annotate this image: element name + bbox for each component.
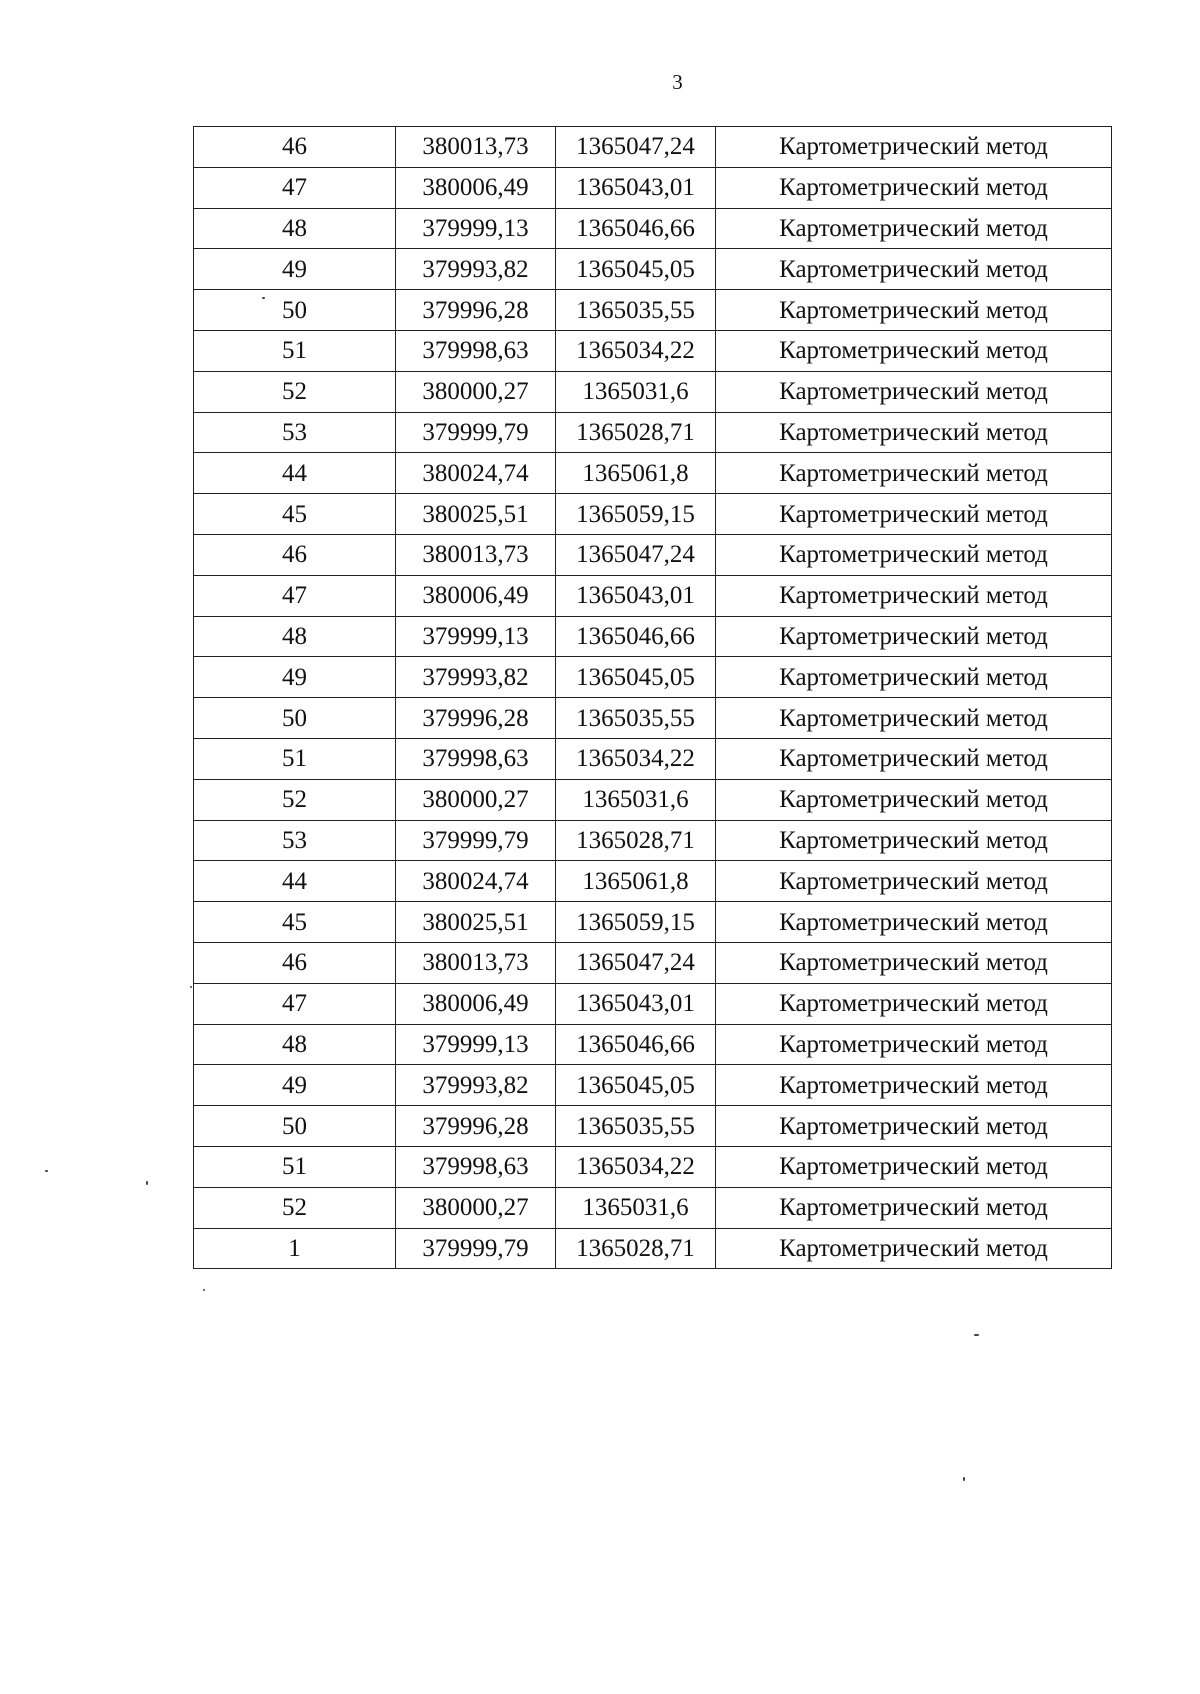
y-coordinate-cell: 1365031,6 xyxy=(556,371,716,412)
method-cell: Картометрический метод xyxy=(716,1228,1112,1269)
table-row xyxy=(194,861,1112,902)
x-coordinate-cell: 379993,82 xyxy=(396,1065,556,1106)
page-number: 3 xyxy=(672,70,683,94)
y-coordinate-cell: 1365028,71 xyxy=(556,820,716,861)
y-coordinate-cell: 1365043,01 xyxy=(556,983,716,1024)
y-coordinate-cell: 1365046,66 xyxy=(556,1024,716,1065)
x-coordinate-cell: 380024,74 xyxy=(396,861,556,902)
table-row xyxy=(194,412,1112,453)
point-number-cell: 49 xyxy=(194,657,396,698)
scan-speck xyxy=(45,1170,48,1172)
method-cell: Картометрический метод xyxy=(716,453,1112,494)
y-coordinate-cell: 1365034,22 xyxy=(556,738,716,779)
table-row xyxy=(194,657,1112,698)
table-row xyxy=(194,779,1112,820)
point-number-cell: 49 xyxy=(194,1065,396,1106)
method-cell: Картометрический метод xyxy=(716,1106,1112,1147)
scan-speck xyxy=(262,297,265,299)
x-coordinate-cell: 380013,73 xyxy=(396,942,556,983)
method-cell: Картометрический метод xyxy=(716,412,1112,453)
x-coordinate-cell: 380000,27 xyxy=(396,779,556,820)
x-coordinate-cell: 380024,74 xyxy=(396,453,556,494)
x-coordinate-cell: 380006,49 xyxy=(396,983,556,1024)
point-number-cell: 1 xyxy=(194,1228,396,1269)
y-coordinate-cell: 1365059,15 xyxy=(556,494,716,535)
y-coordinate-cell: 1365028,71 xyxy=(556,1228,716,1269)
y-coordinate-cell: 1365043,01 xyxy=(556,167,716,208)
table-row xyxy=(194,616,1112,657)
x-coordinate-cell: 379999,79 xyxy=(396,820,556,861)
table-row xyxy=(194,1024,1112,1065)
table-row xyxy=(194,575,1112,616)
point-number-cell: 49 xyxy=(194,249,396,290)
scan-speck xyxy=(190,986,192,988)
method-cell: Картометрический метод xyxy=(716,779,1112,820)
point-number-cell: 47 xyxy=(194,575,396,616)
method-cell: Картометрический метод xyxy=(716,494,1112,535)
point-number-cell: 51 xyxy=(194,1146,396,1187)
method-cell: Картометрический метод xyxy=(716,208,1112,249)
y-coordinate-cell: 1365035,55 xyxy=(556,698,716,739)
point-number-cell: 46 xyxy=(194,534,396,575)
y-coordinate-cell: 1365043,01 xyxy=(556,575,716,616)
x-coordinate-cell: 380025,51 xyxy=(396,494,556,535)
x-coordinate-cell: 380013,73 xyxy=(396,127,556,168)
method-cell: Картометрический метод xyxy=(716,249,1112,290)
table-row xyxy=(194,453,1112,494)
y-coordinate-cell: 1365046,66 xyxy=(556,616,716,657)
table-row xyxy=(194,1146,1112,1187)
table-row xyxy=(194,1106,1112,1147)
scan-speck xyxy=(963,1477,965,1481)
point-number-cell: 48 xyxy=(194,208,396,249)
x-coordinate-cell: 379999,13 xyxy=(396,616,556,657)
table-row xyxy=(194,738,1112,779)
y-coordinate-cell: 1365047,24 xyxy=(556,534,716,575)
y-coordinate-cell: 1365035,55 xyxy=(556,290,716,331)
point-number-cell: 51 xyxy=(194,330,396,371)
table-row xyxy=(194,290,1112,331)
x-coordinate-cell: 379993,82 xyxy=(396,249,556,290)
method-cell: Картометрический метод xyxy=(716,942,1112,983)
point-number-cell: 51 xyxy=(194,738,396,779)
y-coordinate-cell: 1365045,05 xyxy=(556,1065,716,1106)
y-coordinate-cell: 1365035,55 xyxy=(556,1106,716,1147)
table-row xyxy=(194,127,1112,168)
y-coordinate-cell: 1365034,22 xyxy=(556,330,716,371)
method-cell: Картометрический метод xyxy=(716,738,1112,779)
point-number-cell: 44 xyxy=(194,453,396,494)
table-row xyxy=(194,208,1112,249)
x-coordinate-cell: 379998,63 xyxy=(396,1146,556,1187)
point-number-cell: 47 xyxy=(194,167,396,208)
method-cell: Картометрический метод xyxy=(716,534,1112,575)
y-coordinate-cell: 1365047,24 xyxy=(556,127,716,168)
table-row xyxy=(194,167,1112,208)
method-cell: Картометрический метод xyxy=(716,330,1112,371)
point-number-cell: 45 xyxy=(194,902,396,943)
table-row xyxy=(194,942,1112,983)
point-number-cell: 46 xyxy=(194,127,396,168)
y-coordinate-cell: 1365031,6 xyxy=(556,1187,716,1228)
y-coordinate-cell: 1365045,05 xyxy=(556,657,716,698)
method-cell: Картометрический метод xyxy=(716,657,1112,698)
point-number-cell: 52 xyxy=(194,371,396,412)
point-number-cell: 53 xyxy=(194,820,396,861)
x-coordinate-cell: 379999,79 xyxy=(396,412,556,453)
x-coordinate-cell: 379999,13 xyxy=(396,208,556,249)
scan-speck xyxy=(203,1289,205,1291)
coordinates-table-body xyxy=(194,127,1112,1269)
point-number-cell: 50 xyxy=(194,698,396,739)
y-coordinate-cell: 1365031,6 xyxy=(556,779,716,820)
table-row xyxy=(194,534,1112,575)
y-coordinate-cell: 1365047,24 xyxy=(556,942,716,983)
table-row xyxy=(194,1228,1112,1269)
y-coordinate-cell: 1365028,71 xyxy=(556,412,716,453)
table-row xyxy=(194,330,1112,371)
x-coordinate-cell: 379996,28 xyxy=(396,1106,556,1147)
method-cell: Картометрический метод xyxy=(716,902,1112,943)
point-number-cell: 52 xyxy=(194,779,396,820)
point-number-cell: 53 xyxy=(194,412,396,453)
table-row xyxy=(194,371,1112,412)
x-coordinate-cell: 379996,28 xyxy=(396,290,556,331)
x-coordinate-cell: 380000,27 xyxy=(396,1187,556,1228)
x-coordinate-cell: 379998,63 xyxy=(396,330,556,371)
method-cell: Картометрический метод xyxy=(716,371,1112,412)
x-coordinate-cell: 379998,63 xyxy=(396,738,556,779)
point-number-cell: 48 xyxy=(194,1024,396,1065)
x-coordinate-cell: 380006,49 xyxy=(396,167,556,208)
method-cell: Картометрический метод xyxy=(716,616,1112,657)
method-cell: Картометрический метод xyxy=(716,1024,1112,1065)
point-number-cell: 46 xyxy=(194,942,396,983)
method-cell: Картометрический метод xyxy=(716,983,1112,1024)
point-number-cell: 44 xyxy=(194,861,396,902)
point-number-cell: 45 xyxy=(194,494,396,535)
y-coordinate-cell: 1365061,8 xyxy=(556,453,716,494)
point-number-cell: 50 xyxy=(194,1106,396,1147)
table-row xyxy=(194,1187,1112,1228)
scan-speck xyxy=(974,1334,979,1336)
table-row xyxy=(194,983,1112,1024)
x-coordinate-cell: 379993,82 xyxy=(396,657,556,698)
method-cell: Картометрический метод xyxy=(716,167,1112,208)
method-cell: Картометрический метод xyxy=(716,1146,1112,1187)
point-number-cell: 52 xyxy=(194,1187,396,1228)
coordinates-table xyxy=(193,126,1112,1269)
y-coordinate-cell: 1365045,05 xyxy=(556,249,716,290)
method-cell: Картометрический метод xyxy=(716,1065,1112,1106)
x-coordinate-cell: 380013,73 xyxy=(396,534,556,575)
table-row xyxy=(194,698,1112,739)
method-cell: Картометрический метод xyxy=(716,290,1112,331)
x-coordinate-cell: 380006,49 xyxy=(396,575,556,616)
x-coordinate-cell: 379999,13 xyxy=(396,1024,556,1065)
method-cell: Картометрический метод xyxy=(716,1187,1112,1228)
point-number-cell: 48 xyxy=(194,616,396,657)
y-coordinate-cell: 1365059,15 xyxy=(556,902,716,943)
y-coordinate-cell: 1365061,8 xyxy=(556,861,716,902)
table-row xyxy=(194,1065,1112,1106)
x-coordinate-cell: 379999,79 xyxy=(396,1228,556,1269)
x-coordinate-cell: 380025,51 xyxy=(396,902,556,943)
method-cell: Картометрический метод xyxy=(716,861,1112,902)
x-coordinate-cell: 380000,27 xyxy=(396,371,556,412)
x-coordinate-cell: 379996,28 xyxy=(396,698,556,739)
scan-speck xyxy=(146,1181,148,1185)
method-cell: Картометрический метод xyxy=(716,698,1112,739)
table-row xyxy=(194,820,1112,861)
method-cell: Картометрический метод xyxy=(716,575,1112,616)
y-coordinate-cell: 1365046,66 xyxy=(556,208,716,249)
point-number-cell: 47 xyxy=(194,983,396,1024)
point-number-cell: 50 xyxy=(194,290,396,331)
y-coordinate-cell: 1365034,22 xyxy=(556,1146,716,1187)
method-cell: Картометрический метод xyxy=(716,820,1112,861)
table-row xyxy=(194,249,1112,290)
table-row xyxy=(194,902,1112,943)
method-cell: Картометрический метод xyxy=(716,127,1112,168)
table-row xyxy=(194,494,1112,535)
